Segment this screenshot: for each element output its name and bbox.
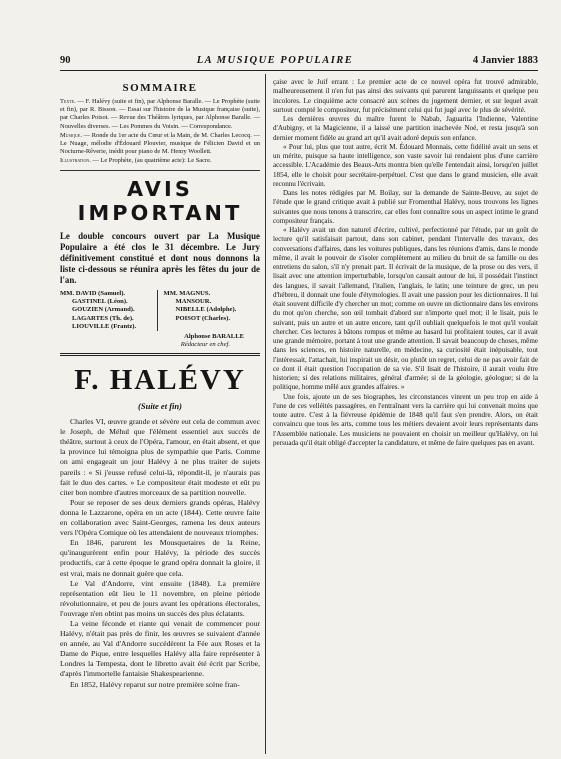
avis-title: AVIS IMPORTANT [77,176,243,225]
sommaire-texte-label: Texte. [60,98,76,105]
sommaire-texte-body: — F. Halévy (suite et fin), par Alphonse Baralle. — Le Prophète (suite et fin), par R. Bisson. — Essai sur l'histoire de la Musique française (suite), par Charles Poisot. — Revue des Théâtres lyriques, par Alphonse Baralle. — Nouvelles diverses. — Les Pommes du Voisin. — Correspondance. [60,98,260,130]
section-divider [60,353,260,356]
article-paragraph: Pour se reposer de ses deux derniers grands opéras, Halévy donna le Lazzarone, opéra en un acte (1844). Cette œuvre faite en collaboration avec Saint-Georges, ramena les deux auteurs vers l'Opéra Comique où les attendaient de nouveaux triomphes. [60,497,260,538]
sommaire-illustration-body: — Le Prophète, (au quatrième acte): Le Sacre. [92,157,212,165]
signature: Alphonse BARALLE [184,333,244,341]
article-paragraph: La veine féconde et riante qui venait de commencer pour Halévy, n'était pas près de finir, les œuvres se suivaient d'année en année, au Val d'Andorre succédèrent la Fée aux Roses et la Dame de Pique, entre lesquelles Halévy alla faire représenter à Londres la Tempesta, dont le libretto avait été écrit par Scribe, d'après l'immortelle fantaisie Shakespearienne. [60,618,260,679]
sommaire-musique-label: Musique. [60,131,82,139]
sommaire-texte [60,98,260,131]
journal-title: LA MUSIQUE POPULAIRE [196,55,354,66]
page-number: 90 [60,55,71,66]
jury-list-right [157,290,261,331]
jury-name: MM. DAVID (Samuel). [60,289,126,297]
article-paragraph: Dans les notes rédigées par M. Boilay, sur la demande de Sainte-Beuve, au sujet de l'étude que le grand critique avait à publié sur Fromenthal Halévy, nous trouvons les lignes suivantes que nous tenons à transcrire, car elles font connaître sous un aspect intime le grand compositeur français. [273,189,538,225]
article-paragraph: En 1846, parurent les Mousquetaires de la Reine, qu'inaugurèrent enfin pour Halévy, la période des succès productifs, car à cette époque le grand opéra donnait la gloire, il est vrai, mais ne donnait guère que cela. [60,538,260,578]
jury-name: GOUZIEN (Armand). [72,306,135,314]
sommaire-title: SOMMAIRE [122,82,198,94]
article-paragraph: « Pour lui, plus que tout autre, écrit M. Édouard Monnais, cette fidélité avait un sens et un mérite, puisque sa haute intelligence, son vaste savoir lui rendaient plus d'une carrière accessible. L'Académie des Beaux-Arts montra bien qu'elle l'entendait ainsi, lorsqu'en juillet 1854, elle le choisit pour secrétaire-perpétuel. C'est que dans le grand musicien, elle avait reconnu l'écrivain. [273,142,538,188]
article-paragraph: Le Val d'Andorre, vint ensuite (1848). La première représentation eût lieu le 11 novembre, en pleine période révolutionnaire, et peu de jours avant les opérations électorales, l'ouvrage n'en obtint pas moins un succès des plus éclatants. [60,578,260,618]
jury-list [60,290,260,331]
section-divider [60,170,260,171]
jury-name: MANSOUR. [175,297,212,305]
jury-name: GASTINEL (Léon). [72,297,128,305]
header-rule [60,70,538,71]
jury-name: LAGARTES (Th. de). [72,314,134,322]
sommaire-illustration [60,157,260,165]
article-subtitle: (Suite et fin) [138,401,182,412]
page-header [60,55,538,69]
article-paragraph: Charles VI, œuvre grande et sévère eut cela de commun avec le Joseph, de Méhul que l'élément essentiel aux succès de théâtre, surtout à ceux de l'Opéra, l'amour, en était absent, et que la province lui témoigna plus de sympathie que Paris. Comme on ami engageait un jour Halévy à ne plus traiter de sujets pareils : « Si j'eusse refusé celui-là, répondit-il, je n'aurais pas fait le duo des cartes. » Le compositeur était modeste et eût pu citer bon nombre d'autres morceaux de sa partition nouvelle. [60,417,260,497]
sommaire-musique [60,132,260,157]
article-paragraph: çaise avec le Juif errant : Le premier acte de ce nouvel opéra fut trouvé admirable, malheureusement il n'en fut pas ainsi des suivants qui parurent languissants et quelque peu incolores. Le cinquième acte consacré aux scènes du jugement dernier, et sur lequel avait surtout compté le compositeur, fut précisément celui qui fut jugé avec le plus de sévérité. [273,78,538,114]
article-paragraph: Une fois, ajoute un de ses biographes, les circonstances vinrent un peu trop en aide à l'une de ces velléités passagères, en l'entraînant vers la carrière qui lui convenait moins que toute autre. C'est à la fiévreuse épidémie de 1848 qu'il faut s'en prendre. Alors, on était convaincu que tous les arts, comme tous les métiers devaient avoir leurs représentants dans l'Assemblée nationale. Les musiciens ne pouvaient en choisir un meilleur qu'Halévy, on lui persuada qu'il était obligé d'accepter la candidature, et même de faire quelques pas en avant. [273,392,538,447]
jury-name: MM. MAGNUS. [163,289,211,297]
jury-name: POISOT (Charles). [175,314,230,322]
article-paragraph: Les dernières œuvres du maître furent le Nabab, Jaguarita l'Indienne, Valentine d'Aubigny, et la Magicienne, il a laissé une partition inachevée Noé, et resta jusqu'à son dernier moment fidèle au grand art qu'il avait adoré depuis son enfance. [273,115,538,142]
avis-text: Le double concours ouvert par La Musique Populaire a été clos le 31 décembre. Le Jury définitivement constitué et dont nous donnons la liste ci-dessous se réunira après les fêtes du jour de l'an. [60,230,260,285]
sommaire-illustration-label: Illustration. [60,157,91,165]
jury-name: LIOUVILLE (Frantz). [72,322,137,330]
left-column [60,78,260,690]
article-title: F. HALÉVY [74,364,246,397]
article-paragraph: En 1852, Halévy reparut sur notre première scène fran- [70,679,240,689]
article-paragraph: « Halévy avait un don naturel d'écrire, cultivé, perfectionné par l'étude, par un goût de lecture qu'il satisfaisait partout, dans son cabinet, pendant l'intervalle des travaux, des conversations d'affaires, dans les voitures publiques, dans les réunions d'amis, dans le monde même, il avait le pouvoir de s'isoler complètement au milieu du bruit de sa famille ou des entretiens du salon, s'il n'y prenait part. Il écrivait de la musique, de la prose ou des vers, il lisait avec une attention imperturbable, lorsqu'on causait autour de lui, il possédait l'instinct des langues, il savait l'allemand, l'italien, l'anglais, le latin; une teinture de grec, un peu d'hébreu, il donnait une foule d'étymologies. Il avait une passion pour les dictionnaires. Il lui était souvent difficile d'y chercher un mot; comme on ouvre un dictionnaire dans les environs du mot qu'on cherche, son œil tombait d'abord sur n'importe quel mot; il le lisait, puis le suivant, puis un autre et un autre encore, tant qu'il oubliait quelquefois le mot qu'il voulait chercher. Ces lectures à bâtons rompus et même au hasard lui profitaient toutes, car il avait une grande mémoire, portant à tout une grande attention. Il savait beaucoup de choses, même dans les sciences, en histoire naturelle, en médecine, sa curiosité était inépuisable, tout l'intéressait, l'attachait, lui inspirait un désir, ou plutôt un regret, celui de ne pas avoir fait de ce dont il était question l'occupation de sa vie. S'il lisait de l'histoire, il aurait voulu être historien; si des relations militaires, général d'armée; si de la géologie, géologue; si de la politique, homme mêlé aux grandes affaires. » [273,226,538,392]
sommaire-musique-body: — Ronde du 1er acte du Cœur et la Main, de M. Charles Lecocq. — Le Nuage, mélodie d'Édouard Plouvier, musique de Félicien David et un Nocturne-Rêverie, inédit pour piano de M. Henry Woollett. [60,131,260,156]
signature-role: Rédacteur en chef. [180,341,230,349]
jury-name: NIBELLE (Adolphe). [175,306,237,314]
jury-list-left [60,290,157,331]
right-column [273,78,538,448]
issue-date: 4 Janvier 1883 [472,55,538,66]
column-divider [265,74,266,754]
